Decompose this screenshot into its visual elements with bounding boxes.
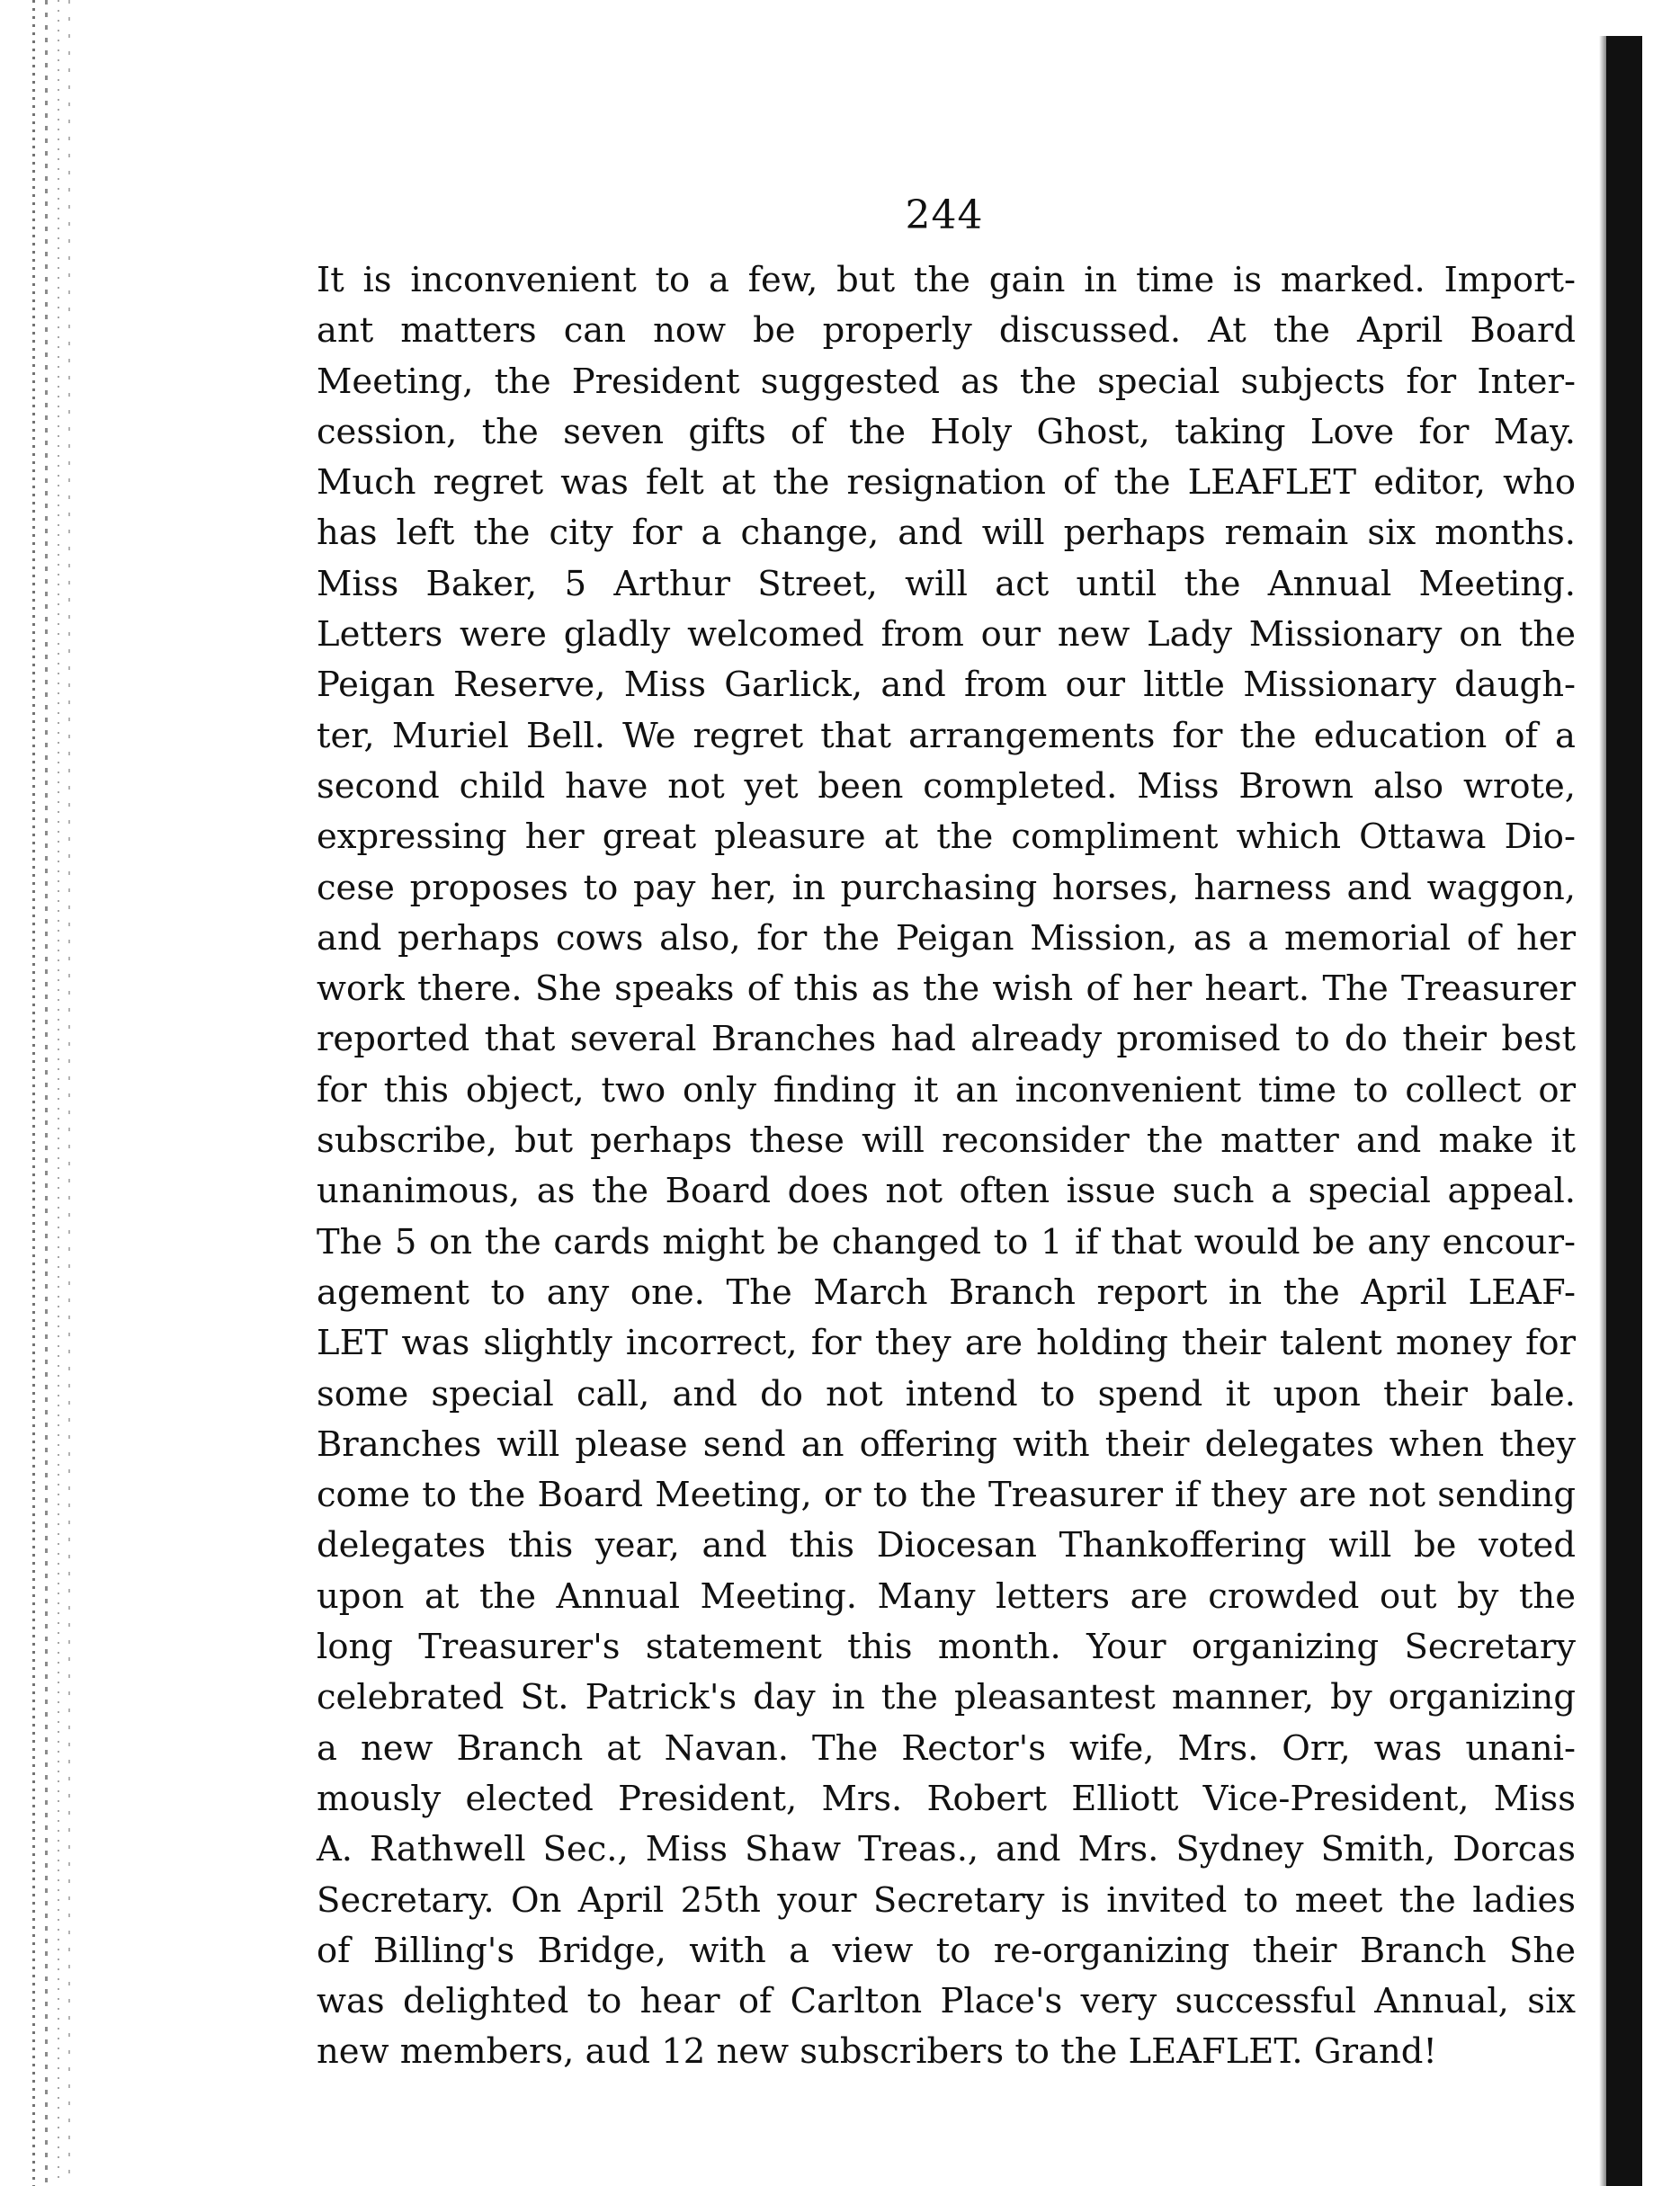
text-line: subscribe, but perhaps these will reconsider the matter and make it xyxy=(317,1120,1576,1162)
text-line: was delighted to hear of Carlton Place's very successful Annual, six xyxy=(317,1981,1576,2022)
text-line: celebrated St. Patrick's day in the pleasantest manner, by organizing xyxy=(317,1677,1576,1718)
text-line: of Billing's Bridge, with a view to re-organizing their Branch She xyxy=(317,1930,1576,1971)
text-line: Letters were gladly welcomed from our new Lady Missionary on the xyxy=(317,614,1576,656)
text-line: cession, the seven gifts of the Holy Ghost, taking Love for May. xyxy=(317,411,1576,452)
text-line: cese proposes to pay her, in purchasing horses, harness and waggon, xyxy=(317,867,1576,908)
text-line: come to the Board Meeting, or to the Treasurer if they are not sending xyxy=(317,1475,1576,1516)
text-line: delegates this year, and this Diocesan Thankoffering will be voted xyxy=(317,1525,1576,1566)
text-line: LET was slightly incorrect, for they are holding their talent money for xyxy=(317,1323,1576,1364)
text-line: Much regret was felt at the resignation of the LEAFLET editor, who xyxy=(317,462,1576,504)
text-line: mously elected President, Mrs. Robert Elliott Vice-President, Miss xyxy=(317,1778,1576,1819)
text-line: ter, Muriel Bell. We regret that arrangements for the education of a xyxy=(317,715,1576,756)
text-line: expressing her great pleasure at the compliment which Ottawa Dio- xyxy=(317,816,1576,858)
text-line: second child have not yet been completed. Miss Brown also wrote, xyxy=(317,765,1576,807)
text-line: has left the city for a change, and will perhaps remain six months. xyxy=(317,513,1576,554)
text-line: work there. She speaks of this as the wish of her heart. The Treasurer xyxy=(317,968,1576,1010)
text-line: for this object, two only finding it an inconvenient time to collect or xyxy=(317,1069,1576,1111)
text-line: unanimous, as the Board does not often issue such a special appeal. xyxy=(317,1171,1576,1212)
body-text xyxy=(317,255,1576,2078)
text-line: and perhaps cows also, for the Peigan Mission, as a memorial of her xyxy=(317,917,1576,959)
text-line: upon at the Annual Meeting. Many letters are crowded out by the xyxy=(317,1575,1576,1617)
text-line: A. Rathwell Sec., Miss Shaw Treas., and Mrs. Sydney Smith, Dorcas xyxy=(317,1829,1576,1870)
right-binding-edge xyxy=(1606,36,1642,2186)
page-number: 244 xyxy=(905,192,984,238)
text-line: agement to any one. The March Branch report in the April LEAF- xyxy=(317,1271,1576,1313)
text-line: It is inconvenient to a few, but the gain in time is marked. Import- xyxy=(317,260,1576,300)
text-line: new members, aud 12 new subscribers to the LEAFLET. Grand! xyxy=(317,2031,1437,2073)
text-line: reported that several Branches had already promised to do their best xyxy=(317,1019,1576,1060)
left-binding-edge xyxy=(27,0,72,2186)
text-line: a new Branch at Navan. The Rector's wife, Mrs. Orr, was unani- xyxy=(317,1727,1576,1769)
text-line: Branches will please send an offering with their delegates when they xyxy=(317,1423,1576,1465)
text-line: some special call, and do not intend to spend it upon their bale. xyxy=(317,1373,1576,1414)
text-line: ant matters can now be properly discussed. At the April Board xyxy=(317,310,1576,352)
text-line: Secretary. On April 25th your Secretary is invited to meet the ladies xyxy=(317,1879,1576,1921)
text-line: Meeting, the President suggested as the special subjects for Inter- xyxy=(317,361,1576,402)
text-line: Miss Baker, 5 Arthur Street, will act until the Annual Meeting. xyxy=(317,563,1576,604)
text-line: long Treasurer's statement this month. Your organizing Secretary xyxy=(317,1627,1576,1668)
text-line: The 5 on the cards might be changed to 1 if that would be any encour- xyxy=(317,1221,1576,1263)
text-line: Peigan Reserve, Miss Garlick, and from our little Missionary daugh- xyxy=(317,665,1576,706)
